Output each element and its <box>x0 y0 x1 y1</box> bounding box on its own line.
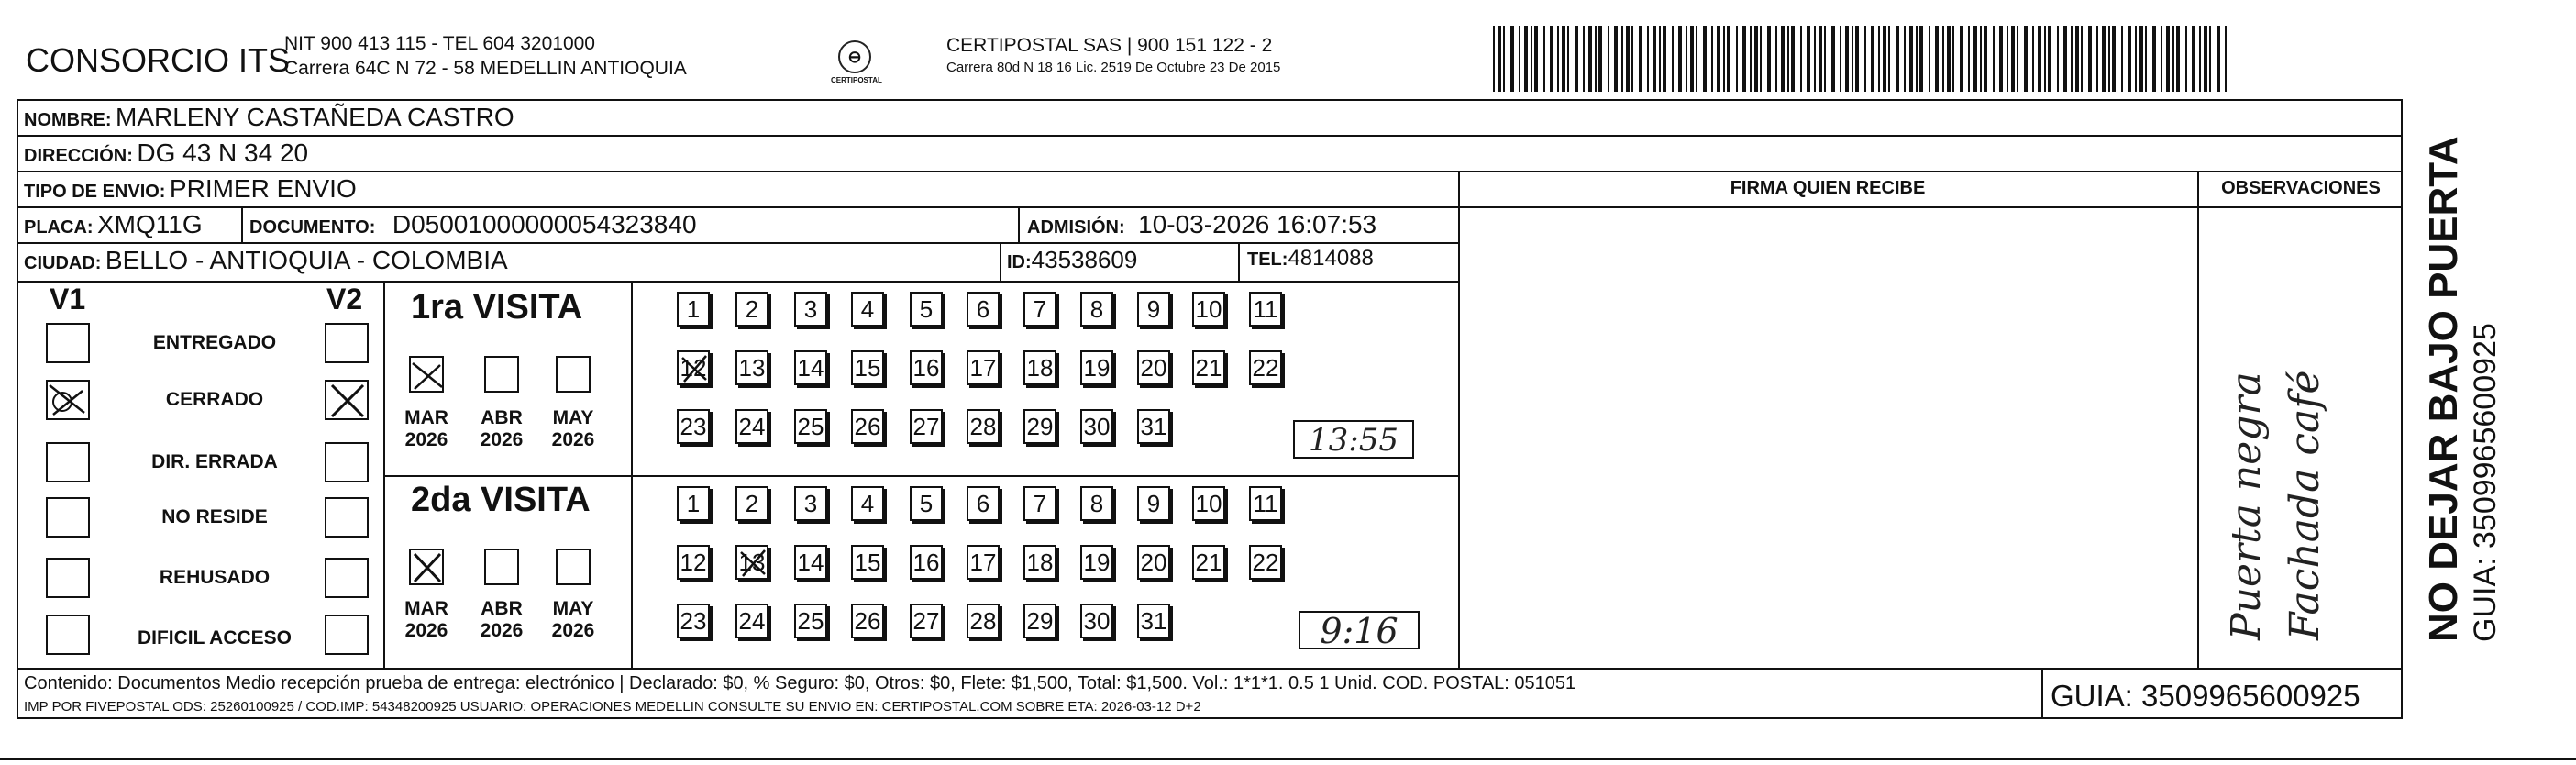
courier-nit: CERTIPOSTAL SAS | 900 151 122 - 2 <box>946 35 1273 56</box>
barcode <box>1493 26 2227 92</box>
visit2-title: 2da VISITA <box>411 481 591 519</box>
v2-dificil-checkbox[interactable] <box>325 615 369 655</box>
v1-dificil-checkbox[interactable] <box>46 615 90 655</box>
row-admision: ADMISIÓN: 10-03-2026 16:07:53 <box>1027 210 1377 238</box>
visit2-day-8[interactable]: 8 <box>1080 486 1113 521</box>
row-id: ID:43538609 <box>1007 246 1138 273</box>
observation-line-2: Fachada café <box>2282 370 2328 640</box>
visit1-month-abr-checkbox[interactable] <box>484 356 519 393</box>
x-mark-icon <box>411 550 444 585</box>
visit1-day-12[interactable]: 12 <box>677 350 710 385</box>
visit1-day-13[interactable]: 13 <box>735 350 768 385</box>
document-number: D05001000000054323840 <box>392 210 697 238</box>
visit1-day-16[interactable]: 16 <box>910 350 943 385</box>
visit1-day-1[interactable]: 1 <box>677 292 710 327</box>
status-rehusado: REHUSADO <box>159 567 271 588</box>
status-entregado: ENTREGADO <box>152 332 277 353</box>
visit2-day-15[interactable]: 15 <box>851 545 884 580</box>
v1-header: V1 <box>50 283 86 316</box>
visit2-day-6[interactable]: 6 <box>967 486 1000 521</box>
row-tel: TEL:4814088 <box>1247 246 1374 271</box>
visit2-day-19[interactable]: 19 <box>1080 545 1113 580</box>
visit1-day-23[interactable]: 23 <box>677 409 710 444</box>
visit2-day-30[interactable]: 30 <box>1080 604 1113 638</box>
visit1-month-may: MAY 2026 <box>551 407 595 450</box>
visit1-time: 13:55 <box>1309 422 1399 459</box>
x-mark-icon <box>679 352 710 385</box>
row-direccion: DIRECCIÓN: DG 43 N 34 20 <box>24 139 309 167</box>
v2-noreside-checkbox[interactable] <box>325 497 369 538</box>
visit1-day-31[interactable]: 31 <box>1137 409 1170 444</box>
v1-entregado-checkbox[interactable] <box>46 323 90 363</box>
visit1-day-14[interactable]: 14 <box>794 350 827 385</box>
visit2-day-3[interactable]: 3 <box>794 486 827 521</box>
visit1-month-mar: MAR 2026 <box>404 407 448 450</box>
recipient-id: 43538609 <box>1031 246 1138 273</box>
visit2-month-may: MAY 2026 <box>551 598 595 641</box>
visit1-month-mar-checkbox[interactable] <box>409 356 444 393</box>
logo-text: CERTIPOSTAL <box>831 76 882 84</box>
visit2-day-21[interactable]: 21 <box>1192 545 1225 580</box>
row-placa: PLACA: XMQ11G <box>24 210 203 238</box>
visit2-day-9[interactable]: 9 <box>1137 486 1170 521</box>
x-mark-icon <box>737 547 768 580</box>
company-address: Carrera 64C N 72 - 58 MEDELLIN ANTIOQUIA <box>284 58 687 79</box>
v1-cerrado-checkbox[interactable] <box>46 380 90 420</box>
visit2-time: 9:16 <box>1320 611 1399 651</box>
company-info <box>284 31 687 81</box>
visit2-day-25[interactable]: 25 <box>794 604 827 638</box>
visit1-month-abr: ABR 2026 <box>480 407 524 450</box>
visit1-day-25[interactable]: 25 <box>794 409 827 444</box>
v2-cerrado-checkbox[interactable] <box>325 380 369 420</box>
observations-area[interactable] <box>2199 209 2401 666</box>
signature-area[interactable] <box>1462 209 2195 666</box>
side-warning: NO DEJAR BAJO PUERTA <box>2421 136 2466 642</box>
visit1-day-7[interactable]: 7 <box>1023 292 1056 327</box>
certipostal-logo <box>831 40 882 95</box>
check-mark-icon <box>48 382 90 420</box>
signature-header: FIRMA QUIEN RECIBE <box>1730 178 1926 198</box>
row-documento: DOCUMENTO: D05001000000054323840 <box>249 210 697 238</box>
visit1-month-may-checkbox[interactable] <box>556 356 591 393</box>
visit2-day-14[interactable]: 14 <box>794 545 827 580</box>
visit2-day-11[interactable]: 11 <box>1249 486 1282 521</box>
visit1-day-8[interactable]: 8 <box>1080 292 1113 327</box>
visit2-day-13[interactable]: 13 <box>735 545 768 580</box>
footer-content: Contenido: Documentos Medio recepción prueba de entrega: electrónico | Declarado: $0, % Seguro: $0, Otros: $0, Flete: $1,500, Total: $1,500. Vol.: 1*1*1. 0.5 1 Unid. COD. POSTAL: 051051 <box>24 673 1576 693</box>
visit1-day-24[interactable]: 24 <box>735 409 768 444</box>
status-cerrado: CERRADO <box>165 389 264 410</box>
visit1-day-4[interactable]: 4 <box>851 292 884 327</box>
visit2-day-10[interactable]: 10 <box>1192 486 1225 521</box>
visit1-day-17[interactable]: 17 <box>967 350 1000 385</box>
visit1-day-15[interactable]: 15 <box>851 350 884 385</box>
visit2-month-mar: MAR 2026 <box>404 598 448 641</box>
visit1-day-5[interactable]: 5 <box>910 292 943 327</box>
observations-header: OBSERVACIONES <box>2221 178 2381 198</box>
footer-guia: GUIA: 3509965600925 <box>2051 679 2360 713</box>
visit1-day-21[interactable]: 21 <box>1192 350 1225 385</box>
visit1-day-2[interactable]: 2 <box>735 292 768 327</box>
visit1-day-6[interactable]: 6 <box>967 292 1000 327</box>
visit1-day-30[interactable]: 30 <box>1080 409 1113 444</box>
company-nit: NIT 900 413 115 - TEL 604 3201000 <box>284 33 595 54</box>
visit1-day-27[interactable]: 27 <box>910 409 943 444</box>
visit2-day-7[interactable]: 7 <box>1023 486 1056 521</box>
visit1-day-29[interactable]: 29 <box>1023 409 1056 444</box>
visit1-day-18[interactable]: 18 <box>1023 350 1056 385</box>
courier-license: Carrera 80d N 18 16 Lic. 2519 De Octubre 23 De 2015 <box>946 60 1281 75</box>
visit2-day-5[interactable]: 5 <box>910 486 943 521</box>
x-mark-icon <box>326 382 369 420</box>
admission-date: 10-03-2026 16:07:53 <box>1138 210 1377 238</box>
recipient-name: MARLENY CASTAÑEDA CASTRO <box>116 103 514 131</box>
visit2-day-24[interactable]: 24 <box>735 604 768 638</box>
footer-meta: IMP POR FIVEPOSTAL ODS: 25260100925 / COD.IMP: 54348200925 USUARIO: OPERACIONES MEDELLIN CONSULTE SU ENVIO EN: CERTIPOSTAL.COM SOBRE ETA: 2026-03-12 D+2 <box>24 699 1201 715</box>
visit2-day-22[interactable]: 22 <box>1249 545 1282 580</box>
visit2-month-mar-checkbox[interactable] <box>409 549 444 585</box>
observations-text <box>2217 237 2335 640</box>
visit2-day-26[interactable]: 26 <box>851 604 884 638</box>
visit2-day-16[interactable]: 16 <box>910 545 943 580</box>
visit1-day-26[interactable]: 26 <box>851 409 884 444</box>
visit2-day-1[interactable]: 1 <box>677 486 710 521</box>
visit2-day-29[interactable]: 29 <box>1023 604 1056 638</box>
courier-info <box>946 33 1280 78</box>
visit1-day-20[interactable]: 20 <box>1137 350 1170 385</box>
check-mark-icon <box>411 358 444 393</box>
visit1-time-box[interactable] <box>1293 420 1414 459</box>
logo-icon: ⊖ <box>838 40 871 73</box>
plate: XMQ11G <box>97 210 203 238</box>
recipient-phone: 4814088 <box>1288 246 1374 271</box>
visit1-day-28[interactable]: 28 <box>967 409 1000 444</box>
visit2-month-may-checkbox[interactable] <box>556 549 591 585</box>
shipment-type: PRIMER ENVIO <box>169 174 357 203</box>
city: BELLO - ANTIOQUIA - COLOMBIA <box>105 246 508 274</box>
status-no-reside: NO RESIDE <box>161 506 268 527</box>
row-tipo: TIPO DE ENVIO: PRIMER ENVIO <box>24 174 357 203</box>
row-ciudad: CIUDAD: BELLO - ANTIOQUIA - COLOMBIA <box>24 246 508 274</box>
visit1-day-3[interactable]: 3 <box>794 292 827 327</box>
visit2-month-abr-checkbox[interactable] <box>484 549 519 585</box>
visit2-day-2[interactable]: 2 <box>735 486 768 521</box>
side-guia: GUIA: 3509965600925 <box>2468 323 2503 642</box>
visit2-day-20[interactable]: 20 <box>1137 545 1170 580</box>
recipient-address: DG 43 N 34 20 <box>137 139 309 167</box>
row-nombre: NOMBRE: MARLENY CASTAÑEDA CASTRO <box>24 103 514 131</box>
status-dir-errada: DIR. ERRADA <box>151 451 278 472</box>
visit1-title: 1ra VISITA <box>411 288 583 327</box>
status-dificil-acceso: DIFICIL ACCESO <box>137 627 292 649</box>
visit2-day-12[interactable]: 12 <box>677 545 710 580</box>
v2-header: V2 <box>326 283 363 316</box>
v1-direrrada-checkbox[interactable] <box>46 442 90 482</box>
visit2-day-31[interactable]: 31 <box>1137 604 1170 638</box>
v2-direrrada-checkbox[interactable] <box>325 442 369 482</box>
company-name: CONSORCIO ITS <box>26 41 291 79</box>
visit2-day-4[interactable]: 4 <box>851 486 884 521</box>
visit1-day-9[interactable]: 9 <box>1137 292 1170 327</box>
visit2-day-28[interactable]: 28 <box>967 604 1000 638</box>
visit1-day-10[interactable]: 10 <box>1192 292 1225 327</box>
visit2-day-18[interactable]: 18 <box>1023 545 1056 580</box>
visit2-day-27[interactable]: 27 <box>910 604 943 638</box>
visit2-month-abr: ABR 2026 <box>480 598 524 641</box>
visit1-day-19[interactable]: 19 <box>1080 350 1113 385</box>
observation-line-1: Puerta negra <box>2223 371 2270 640</box>
side-label <box>2421 73 2504 642</box>
v2-entregado-checkbox[interactable] <box>325 323 369 363</box>
visit1-day-11[interactable]: 11 <box>1249 292 1282 327</box>
visit2-day-17[interactable]: 17 <box>967 545 1000 580</box>
v1-rehusado-checkbox[interactable] <box>46 558 90 598</box>
visit2-time-box[interactable] <box>1299 611 1420 649</box>
visit1-day-22[interactable]: 22 <box>1249 350 1282 385</box>
v1-noreside-checkbox[interactable] <box>46 497 90 538</box>
v2-rehusado-checkbox[interactable] <box>325 558 369 598</box>
visit2-day-23[interactable]: 23 <box>677 604 710 638</box>
